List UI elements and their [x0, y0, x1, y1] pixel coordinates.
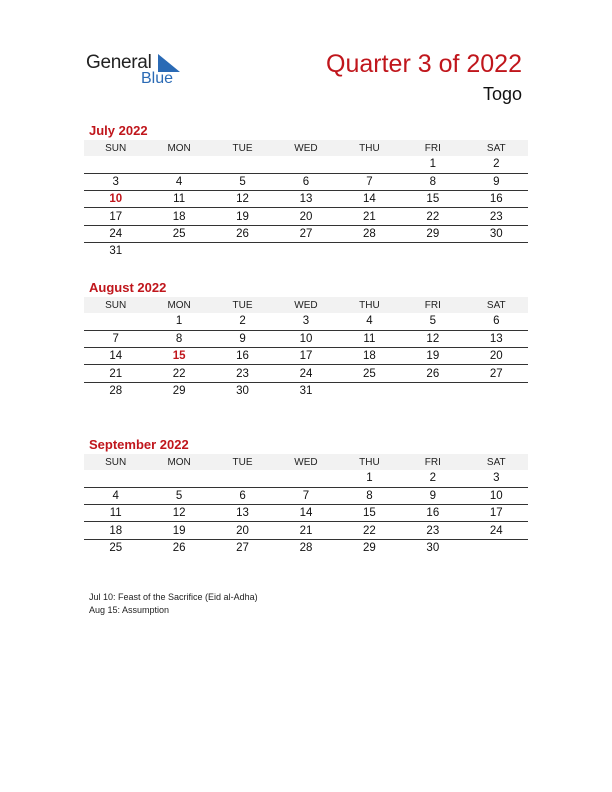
month-title: July 2022: [89, 123, 148, 138]
weekday-label: WED: [274, 454, 337, 470]
day-cell: 15: [338, 505, 401, 522]
day-cell: 7: [84, 330, 147, 347]
day-cell: 25: [109, 542, 123, 555]
day-cell: 29: [363, 542, 376, 555]
month-august: [84, 279, 528, 399]
day-cell: 25: [338, 365, 401, 382]
day-cell: 22: [147, 365, 210, 382]
day-cell: [338, 382, 401, 399]
page-title: Quarter 3 of 2022: [326, 50, 522, 78]
day-cell: 13: [274, 191, 337, 208]
day-cell: 18: [147, 208, 210, 225]
day-cell: 11: [84, 505, 147, 522]
weekday-label: MON: [147, 297, 210, 313]
day-cell: [465, 382, 528, 399]
holiday-notes: [89, 591, 258, 617]
day-cell: 21: [338, 208, 401, 225]
week-row: [84, 470, 528, 487]
weekday-header-row: [84, 297, 528, 313]
day-cell: [211, 242, 274, 259]
day-cell: 3: [84, 173, 147, 190]
day-cell: [147, 470, 210, 487]
day-cell: 6: [211, 487, 274, 504]
day-cell: [147, 156, 210, 173]
day-cell: 20: [274, 208, 337, 225]
weekday-label: SUN: [84, 297, 147, 313]
day-cell: [401, 242, 464, 259]
holiday-note: Jul 10: Feast of the Sacrifice (Eid al-Adha): [89, 592, 258, 602]
day-cell: 11: [338, 330, 401, 347]
day-cell: 19: [147, 522, 210, 539]
day-cell: [274, 470, 337, 487]
day-cell: 13: [465, 330, 528, 347]
day-cell: 16: [401, 505, 464, 522]
month-grid: [84, 140, 528, 260]
day-cell: 23: [401, 522, 464, 539]
day-cell: 5: [147, 487, 210, 504]
week-row: [84, 539, 528, 556]
day-cell: 16: [465, 191, 528, 208]
weekday-header-row: [84, 140, 528, 156]
day-cell: 8: [401, 173, 464, 190]
day-cell: [147, 242, 210, 259]
day-cell: 10: [465, 487, 528, 504]
weekday-label: MON: [147, 140, 210, 156]
day-cell: 3: [465, 470, 528, 487]
day-cell: 22: [338, 522, 401, 539]
day-cell: [338, 242, 401, 259]
holiday-note: Aug 15: Assumption: [89, 605, 170, 615]
day-cell: [84, 470, 147, 487]
day-cell: 7: [274, 487, 337, 504]
day-cell: 12: [401, 330, 464, 347]
day-cell: 6: [274, 173, 337, 190]
day-cell: 11: [147, 191, 210, 208]
day-cell: 1: [147, 313, 210, 330]
day-cell: 27: [465, 365, 528, 382]
day-cell: 26: [172, 542, 186, 555]
day-cell: 19: [401, 348, 464, 365]
weekday-label: MON: [147, 454, 210, 470]
day-cell: [211, 156, 274, 173]
weekday-label: THU: [338, 454, 401, 470]
month-september: [84, 436, 528, 556]
day-cell: 23: [211, 365, 274, 382]
day-cell: [401, 382, 464, 399]
day-cell: 6: [465, 313, 528, 330]
generalblue-logo: [86, 52, 186, 88]
day-cell: 14: [84, 348, 147, 365]
weekday-label: TUE: [211, 454, 274, 470]
weekday-label: SAT: [465, 297, 528, 313]
weekday-label: FRI: [401, 454, 464, 470]
day-cell: 13: [211, 505, 274, 522]
month-grid: [84, 297, 528, 399]
day-cell: 31: [299, 385, 313, 398]
weekday-label: FRI: [401, 140, 464, 156]
day-cell: 9: [401, 487, 464, 504]
weekday-label: SUN: [84, 454, 147, 470]
day-cell: 10: [274, 330, 337, 347]
day-cell: [465, 242, 528, 259]
week-row: [84, 156, 528, 173]
day-cell: 12: [211, 191, 274, 208]
weekday-label: FRI: [401, 297, 464, 313]
day-cell: 15: [401, 191, 464, 208]
day-cell: 9: [211, 330, 274, 347]
day-cell: 12: [147, 505, 210, 522]
week-row: [84, 522, 528, 539]
month-july: [84, 122, 528, 260]
day-cell: [465, 539, 528, 556]
weekday-label: SUN: [84, 140, 147, 156]
weekday-label: TUE: [211, 140, 274, 156]
weekday-header-row: [84, 454, 528, 470]
day-cell: 24: [465, 522, 528, 539]
day-cell: 17: [465, 505, 528, 522]
week-row: [84, 191, 528, 208]
day-cell: 30: [236, 385, 249, 398]
day-cell: 27: [236, 542, 249, 555]
week-row: [84, 208, 528, 225]
day-cell: 7: [338, 173, 401, 190]
week-row: [84, 487, 528, 504]
day-cell: 17: [274, 348, 337, 365]
week-row: [84, 173, 528, 190]
day-cell: 8: [338, 487, 401, 504]
day-cell: [338, 156, 401, 173]
day-cell: 26: [211, 225, 274, 242]
day-cell: 24: [274, 365, 337, 382]
day-cell: [274, 242, 337, 259]
day-cell: 19: [211, 208, 274, 225]
day-cell: 29: [401, 225, 464, 242]
day-cell: 5: [401, 313, 464, 330]
day-cell: 29: [172, 385, 186, 398]
day-cell: 4: [84, 487, 147, 504]
week-row: [84, 225, 528, 242]
day-cell: 30: [426, 542, 440, 555]
logo-blue-text: Blue: [141, 70, 174, 87]
day-cell: 10: [84, 191, 147, 208]
day-cell: 4: [147, 173, 210, 190]
day-cell: 23: [465, 208, 528, 225]
day-cell: 27: [274, 225, 337, 242]
day-cell: 14: [338, 191, 401, 208]
logo-general-text: General: [86, 52, 152, 73]
month-title: September 2022: [89, 437, 189, 452]
day-cell: 2: [211, 313, 274, 330]
week-row: [84, 242, 528, 259]
day-cell: 28: [338, 225, 401, 242]
day-cell: 9: [465, 173, 528, 190]
weekday-label: THU: [338, 140, 401, 156]
day-cell: 20: [211, 522, 274, 539]
day-cell: 4: [338, 313, 401, 330]
day-cell: 30: [465, 225, 528, 242]
day-cell: 17: [84, 208, 147, 225]
day-cell: 14: [274, 505, 337, 522]
day-cell: [84, 313, 147, 330]
day-cell: 21: [84, 365, 147, 382]
day-cell: 21: [274, 522, 337, 539]
day-cell: [274, 156, 337, 173]
month-title: August 2022: [89, 280, 167, 295]
day-cell: 2: [465, 156, 528, 173]
day-cell: 18: [338, 348, 401, 365]
day-cell: 22: [401, 208, 464, 225]
day-cell: [84, 156, 147, 173]
day-cell: 24: [84, 225, 147, 242]
day-cell: 1: [401, 156, 464, 173]
week-row: [84, 505, 528, 522]
week-row: [84, 348, 528, 365]
day-cell: 20: [465, 348, 528, 365]
day-cell: 3: [274, 313, 337, 330]
weekday-label: WED: [274, 297, 337, 313]
weekday-label: TUE: [211, 297, 274, 313]
weekday-label: SAT: [465, 140, 528, 156]
day-cell: 5: [211, 173, 274, 190]
day-cell: 15: [147, 348, 210, 365]
week-row: [84, 313, 528, 330]
country-name: Togo: [482, 84, 522, 104]
day-cell: 26: [401, 365, 464, 382]
day-cell: 18: [84, 522, 147, 539]
day-cell: 2: [401, 470, 464, 487]
week-row: [84, 382, 528, 399]
day-cell: 25: [147, 225, 210, 242]
month-grid: [84, 454, 528, 556]
weekday-label: THU: [338, 297, 401, 313]
day-cell: 16: [211, 348, 274, 365]
week-row: [84, 365, 528, 382]
day-cell: 28: [299, 542, 313, 555]
day-cell: 31: [109, 245, 123, 258]
weekday-label: WED: [274, 140, 337, 156]
day-cell: [211, 470, 274, 487]
day-cell: 1: [338, 470, 401, 487]
day-cell: 8: [147, 330, 210, 347]
weekday-label: SAT: [465, 454, 528, 470]
day-cell: 28: [109, 385, 123, 398]
week-row: [84, 330, 528, 347]
